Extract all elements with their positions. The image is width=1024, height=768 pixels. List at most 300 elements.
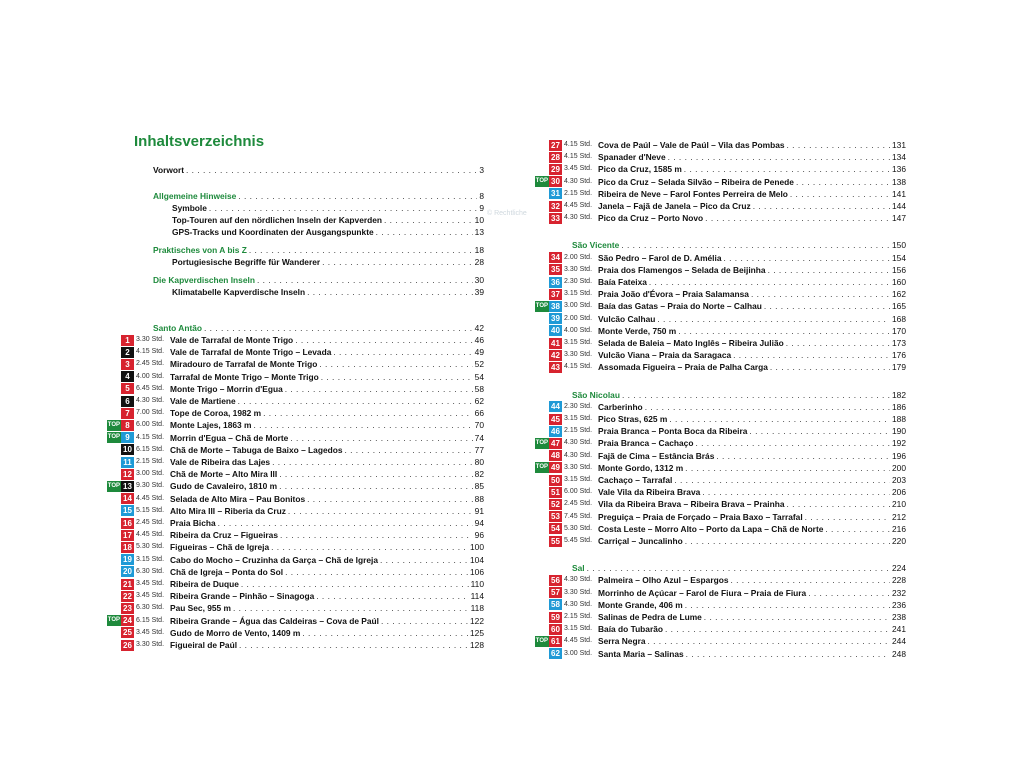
tour-entry[interactable] xyxy=(532,361,906,373)
leader-dots xyxy=(751,288,890,300)
tour-name: Carriçal – Juncalinho xyxy=(598,536,683,546)
tour-page: 136 xyxy=(892,164,906,175)
tour-entry[interactable] xyxy=(532,252,906,264)
tour-page: 212 xyxy=(892,511,906,522)
tour-name: Vulcão Calhau xyxy=(598,313,656,324)
tour-badges xyxy=(532,636,562,647)
leader-dots xyxy=(649,276,890,288)
tour-entry[interactable] xyxy=(104,590,484,602)
tour-page: 128 xyxy=(470,640,484,650)
tour-entry[interactable] xyxy=(104,578,484,590)
tour-name: Assomada Figueira – Praia de Palha Carga xyxy=(598,362,768,373)
tour-name: Praia dos Flamengos – Selada de Beijinha xyxy=(598,264,766,275)
tour-entry[interactable] xyxy=(532,635,906,647)
tour-page: 190 xyxy=(892,426,906,437)
tour-entry[interactable] xyxy=(532,200,906,212)
tour-page: 118 xyxy=(470,603,484,614)
tour-entry[interactable] xyxy=(104,602,484,614)
leader-dots xyxy=(796,176,890,188)
tour-page: 77 xyxy=(474,444,484,455)
toc-entry-page: 39 xyxy=(474,287,484,297)
tour-entry[interactable] xyxy=(532,401,906,413)
tour-duration: 4.00 Std. xyxy=(564,326,593,334)
tour-entry[interactable] xyxy=(532,139,906,151)
tour-number-badge: 6 xyxy=(121,396,134,407)
tour-badges xyxy=(104,335,134,346)
leader-dots xyxy=(668,151,890,163)
tour-number-badge: 33 xyxy=(549,213,562,224)
tour-entry[interactable] xyxy=(532,474,906,486)
tour-entry[interactable] xyxy=(532,535,906,547)
tour-badges xyxy=(532,599,562,610)
tour-page: 188 xyxy=(892,414,906,424)
toc-entry[interactable] xyxy=(172,256,484,268)
tour-entry[interactable] xyxy=(532,188,906,200)
leader-dots xyxy=(322,256,473,268)
tour-badges xyxy=(532,362,562,373)
tour-number-badge: 29 xyxy=(549,164,562,175)
tour-name: Chã de Igreja – Ponta do Sol xyxy=(170,566,284,577)
tour-name: Chã de Morte – Tabuga de Baixo – Lagedos xyxy=(170,444,343,455)
tour-page: 122 xyxy=(470,615,484,626)
tour-entry[interactable] xyxy=(104,383,484,395)
toc-entry[interactable] xyxy=(172,226,484,238)
tour-number-badge: 21 xyxy=(121,579,134,590)
tour-name: Vila da Ribeira Brava – Ribeira Brava – Prainha xyxy=(598,499,785,510)
tour-badges xyxy=(532,277,562,288)
tour-number-badge: 34 xyxy=(549,252,562,263)
leader-dots xyxy=(307,286,473,298)
toc-entry[interactable] xyxy=(153,164,484,176)
tour-number-badge: 42 xyxy=(549,350,562,361)
tour-number-badge: 7 xyxy=(121,408,134,419)
tour-number-badge: 17 xyxy=(121,530,134,541)
tour-name: Miradouro de Tarrafal de Monte Trigo xyxy=(170,359,318,370)
tour-number-badge: 40 xyxy=(549,325,562,336)
tour-duration: 2.15 Std. xyxy=(564,427,593,435)
leader-dots xyxy=(345,444,473,456)
tour-badges xyxy=(104,469,134,480)
toc-entry[interactable] xyxy=(153,322,484,334)
tour-entry[interactable] xyxy=(104,639,484,651)
tour-entry[interactable] xyxy=(532,300,906,312)
tour-page: 156 xyxy=(892,264,906,275)
tour-number-badge: 57 xyxy=(549,587,562,598)
tour-entry[interactable] xyxy=(104,444,484,456)
tour-duration: 4.30 Std. xyxy=(564,576,593,584)
tour-name: Gudo de Cavaleiro, 1810 m xyxy=(170,481,278,492)
tour-page: 62 xyxy=(474,396,484,406)
tour-badges xyxy=(532,587,562,598)
leader-dots xyxy=(825,523,890,535)
tour-number-badge: 32 xyxy=(549,201,562,212)
tour-entry[interactable] xyxy=(104,395,484,407)
tour-name: Ribeira de Neve – Farol Fontes Perreira de Melo xyxy=(598,188,788,199)
tour-entry[interactable] xyxy=(532,151,906,163)
toc-entry[interactable] xyxy=(153,274,484,286)
tour-page: 52 xyxy=(474,359,484,370)
tour-entry[interactable] xyxy=(532,212,906,224)
leader-dots xyxy=(321,371,473,383)
tour-duration: 5.15 Std. xyxy=(136,506,165,514)
tour-page: 82 xyxy=(474,469,484,480)
island-header[interactable] xyxy=(572,389,906,401)
top-tour-badge: TOP xyxy=(535,438,549,449)
tour-number-badge: 31 xyxy=(549,188,562,199)
leader-dots xyxy=(724,252,891,264)
tour-page: 85 xyxy=(474,481,484,492)
leader-dots xyxy=(290,432,472,444)
tour-duration: 4.30 Std. xyxy=(564,439,593,447)
tour-number-badge: 12 xyxy=(121,469,134,480)
leader-dots xyxy=(204,322,473,334)
tour-name: Pico Stras, 625 m xyxy=(598,414,668,424)
tour-entry[interactable] xyxy=(532,523,906,535)
island-name: São Vicente xyxy=(572,240,620,251)
leader-dots xyxy=(648,635,891,647)
tour-name: Costa Leste – Morro Alto – Porto da Lapa – Chã de Norte xyxy=(598,523,824,534)
tour-page: 74 xyxy=(474,432,484,443)
leader-dots xyxy=(657,313,890,325)
tour-page: 58 xyxy=(474,383,484,394)
tour-number-badge: 44 xyxy=(549,401,562,412)
toc-entry-page: 28 xyxy=(474,257,484,267)
tour-number-badge: 46 xyxy=(549,426,562,437)
tour-entry[interactable] xyxy=(532,313,906,325)
tour-entry[interactable] xyxy=(104,407,484,419)
tour-entry[interactable] xyxy=(104,529,484,541)
tour-badges xyxy=(104,347,134,358)
leader-dots xyxy=(280,529,473,541)
tour-number-badge: 14 xyxy=(121,493,134,504)
leader-dots xyxy=(238,190,477,202)
tour-number-badge: 59 xyxy=(549,612,562,623)
tour-entry[interactable] xyxy=(532,337,906,349)
tour-entry[interactable] xyxy=(532,587,906,599)
tour-entry[interactable] xyxy=(532,511,906,523)
tour-duration: 4.30 Std. xyxy=(564,600,593,608)
tour-name: Praia Bicha xyxy=(170,518,216,528)
tour-entry[interactable] xyxy=(104,371,484,383)
tour-duration: 6.00 Std. xyxy=(564,488,593,496)
leader-dots xyxy=(307,493,473,505)
tour-number-badge: 3 xyxy=(121,359,134,370)
tour-page: 80 xyxy=(474,457,484,467)
tour-name: Vale de Tarrafal de Monte Trigo xyxy=(170,335,294,345)
tour-badges xyxy=(532,462,562,473)
toc-entry[interactable] xyxy=(172,286,484,298)
tour-number-badge: 9 xyxy=(121,432,134,443)
tour-name: Morrinho de Açúcar – Farol de Fiura – Praia de Fiura xyxy=(598,587,807,598)
tour-duration: 4.45 Std. xyxy=(564,202,593,209)
tour-number-badge: 35 xyxy=(549,264,562,275)
tour-badges xyxy=(532,325,562,336)
top-tour-badge: TOP xyxy=(107,420,121,431)
tour-entry[interactable] xyxy=(532,462,906,474)
tour-duration: 4.45 Std. xyxy=(136,531,165,539)
toc-entry[interactable] xyxy=(172,214,484,226)
tour-name: Tope de Coroa, 1982 m xyxy=(170,408,262,419)
tour-entry[interactable] xyxy=(104,358,484,370)
tour-entry[interactable] xyxy=(532,648,906,660)
tour-number-badge: 13 xyxy=(121,481,134,492)
tour-name: Baía Fateixa xyxy=(598,277,647,287)
leader-dots xyxy=(249,244,473,256)
tour-name: Salinas de Pedra de Lume xyxy=(598,612,702,622)
tour-entry[interactable] xyxy=(104,493,484,505)
tour-name: Monte Grande, 406 m xyxy=(598,599,683,610)
tour-duration: 4.15 Std. xyxy=(136,433,165,441)
tour-duration: 6.45 Std. xyxy=(136,384,165,392)
tour-entry[interactable] xyxy=(104,419,484,431)
tour-entry[interactable] xyxy=(532,325,906,337)
tour-entry[interactable] xyxy=(104,456,484,468)
island-header[interactable] xyxy=(572,239,906,251)
tour-page: 125 xyxy=(470,627,484,638)
tour-entry[interactable] xyxy=(104,517,484,529)
tour-entry[interactable] xyxy=(104,468,484,480)
tour-duration: 6.30 Std. xyxy=(136,604,165,612)
tour-duration: 5.30 Std. xyxy=(564,524,593,532)
tour-name: Vale Vila da Ribeira Brava xyxy=(598,487,701,498)
tour-badges xyxy=(532,426,562,437)
tour-badges xyxy=(104,554,134,565)
tour-entry[interactable] xyxy=(532,450,906,462)
tour-name: Spanader d'Neve xyxy=(598,152,666,163)
tour-page: 196 xyxy=(892,450,906,461)
tour-entry[interactable] xyxy=(532,486,906,498)
top-tour-badge: TOP xyxy=(107,432,121,443)
tour-page: 94 xyxy=(474,518,484,528)
tour-duration: 3.45 Std. xyxy=(136,628,165,636)
tour-number-badge: 30 xyxy=(549,176,562,187)
tour-duration: 4.15 Std. xyxy=(564,141,593,148)
tour-page: 110 xyxy=(470,579,484,589)
leader-dots xyxy=(279,468,472,480)
toc-entry-label: Santo Antão xyxy=(153,323,203,333)
tour-name: Praia Branca – Cachaço xyxy=(598,438,694,449)
tour-badges xyxy=(532,536,562,547)
tour-badges xyxy=(532,188,562,199)
tour-duration: 4.00 Std. xyxy=(136,372,165,380)
tour-name: Monte Trigo – Morrin d'Egua xyxy=(170,383,283,394)
tour-badges xyxy=(104,579,134,590)
tour-name: Pico da Cruz – Selada Silvão – Ribeira de Penede xyxy=(598,176,794,187)
tour-page: 206 xyxy=(892,487,906,498)
tour-number-badge: 55 xyxy=(549,536,562,547)
tour-page: 162 xyxy=(892,289,906,300)
tour-entry[interactable] xyxy=(532,176,906,188)
tour-badges xyxy=(532,152,562,163)
tour-duration: 4.30 Std. xyxy=(136,397,165,404)
tour-badges xyxy=(532,140,562,151)
tour-badges xyxy=(104,542,134,553)
leader-dots xyxy=(686,648,890,660)
toc-entry-page: 30 xyxy=(474,275,484,285)
tour-page: 66 xyxy=(474,408,484,419)
tour-badges xyxy=(104,408,134,419)
tour-name: Cova de Paúl – Vale de Paúl – Vila das Pombas xyxy=(598,140,785,150)
tour-badges xyxy=(104,444,134,455)
tour-entry[interactable] xyxy=(532,349,906,361)
tour-number-badge: 45 xyxy=(549,414,562,425)
tour-page: 168 xyxy=(892,313,906,324)
tour-entry[interactable] xyxy=(532,264,906,276)
tour-entry[interactable] xyxy=(532,163,906,175)
tour-entry[interactable] xyxy=(532,623,906,635)
tour-entry[interactable] xyxy=(104,334,484,346)
tour-badges xyxy=(104,615,134,626)
tour-entry[interactable] xyxy=(104,627,484,639)
tour-name: Pico da Cruz – Porto Novo xyxy=(598,213,704,224)
tour-page: 106 xyxy=(470,566,484,577)
tour-badges xyxy=(532,201,562,212)
tour-entry[interactable] xyxy=(532,413,906,425)
tour-entry[interactable] xyxy=(104,554,484,566)
tour-name: Selada de Alto Mira – Pau Bonitos xyxy=(170,493,306,504)
toc-entry-label: Allgemeine Hinweise xyxy=(153,191,237,201)
leader-dots xyxy=(263,407,473,419)
tour-name: Janela – Fajã de Janela – Pico da Cruz xyxy=(598,201,751,211)
tour-page: 210 xyxy=(892,499,906,510)
leader-dots xyxy=(279,480,473,492)
tour-duration: 2.00 Std. xyxy=(564,314,593,322)
tour-number-badge: 11 xyxy=(121,457,134,468)
tour-page: 147 xyxy=(892,213,906,224)
tour-badges xyxy=(104,359,134,370)
tour-number-badge: 56 xyxy=(549,575,562,586)
toc-entry[interactable] xyxy=(153,190,484,202)
tour-entry[interactable] xyxy=(104,432,484,444)
tour-page: 91 xyxy=(474,505,484,516)
leader-dots xyxy=(621,239,890,251)
tour-badges xyxy=(104,371,134,382)
tour-page: 176 xyxy=(892,350,906,361)
tour-number-badge: 23 xyxy=(121,603,134,614)
tour-number-badge: 18 xyxy=(121,542,134,553)
tour-name: Chã de Morte – Alto Mira III xyxy=(170,469,278,480)
leader-dots xyxy=(684,163,890,175)
tour-badges xyxy=(532,164,562,175)
leader-dots xyxy=(790,188,890,200)
toc-entry[interactable] xyxy=(172,202,484,214)
tour-number-badge: 41 xyxy=(549,338,562,349)
tour-entry[interactable] xyxy=(532,276,906,288)
tour-badges xyxy=(532,523,562,534)
tour-entry[interactable] xyxy=(104,541,484,553)
tour-number-badge: 48 xyxy=(549,450,562,461)
tour-name: Ribeira da Cruz – Figueiras xyxy=(170,530,278,541)
tour-entry[interactable] xyxy=(532,437,906,449)
tour-name: Preguiça – Praia de Forçado – Praia Baxo – Tarrafal xyxy=(598,511,803,522)
island-header[interactable] xyxy=(572,562,906,574)
tour-name: Figueiral de Paúl xyxy=(170,640,238,650)
leader-dots xyxy=(238,395,473,407)
leader-dots xyxy=(674,474,890,486)
leader-dots xyxy=(218,517,473,529)
toc-entry-page: 42 xyxy=(474,323,484,333)
tour-number-badge: 50 xyxy=(549,475,562,486)
tour-duration: 3.30 Std. xyxy=(564,588,593,596)
toc-entry-page: 13 xyxy=(474,227,484,237)
tour-page: 203 xyxy=(892,475,906,485)
tour-entry[interactable] xyxy=(104,505,484,517)
tour-entry[interactable] xyxy=(532,288,906,300)
tour-badges xyxy=(104,505,134,516)
tour-badges xyxy=(532,350,562,361)
tour-entry[interactable] xyxy=(532,611,906,623)
island-page: 182 xyxy=(892,389,906,400)
tour-name: Ribeira Grande – Água das Caldeiras – Cova de Paúl xyxy=(170,615,379,626)
leader-dots xyxy=(271,541,468,553)
top-tour-badge: TOP xyxy=(535,462,549,473)
tour-page: 220 xyxy=(892,536,906,546)
tour-badges xyxy=(104,530,134,541)
tour-duration: 7.00 Std. xyxy=(136,409,165,417)
tour-badges xyxy=(532,252,562,263)
tour-name: Carberinho xyxy=(598,401,643,412)
tour-name: Monte Lajes, 1863 m xyxy=(170,420,252,431)
toc-entry-page: 3 xyxy=(479,165,484,175)
tour-name: Gudo de Morro de Vento, 1409 m xyxy=(170,627,301,638)
leader-dots xyxy=(380,554,468,566)
tour-entry[interactable] xyxy=(104,615,484,627)
leader-dots xyxy=(705,212,890,224)
tour-page: 244 xyxy=(892,636,906,647)
tour-entry[interactable] xyxy=(104,480,484,492)
tour-duration: 3.45 Std. xyxy=(136,580,165,587)
tour-duration: 3.15 Std. xyxy=(136,555,165,563)
toc-entry-label: Vorwort xyxy=(153,165,185,175)
tour-entry[interactable] xyxy=(532,425,906,437)
tour-entry[interactable] xyxy=(532,574,906,586)
tour-name: Baía do Tubarão xyxy=(598,624,663,635)
tour-badges xyxy=(532,624,562,635)
tour-name: Vulcão Viana – Praia da Saragaca xyxy=(598,350,732,361)
tour-duration: 2.15 Std. xyxy=(136,458,165,465)
tour-badges xyxy=(532,438,562,449)
tour-page: 165 xyxy=(892,301,906,312)
tour-badges xyxy=(104,493,134,504)
tour-number-badge: 58 xyxy=(549,599,562,610)
tour-page: 192 xyxy=(892,438,906,449)
tour-page: 160 xyxy=(892,277,906,287)
tour-name: Tarrafal de Monte Trigo – Monte Trigo xyxy=(170,371,319,382)
toc-entry-label: Symbole xyxy=(172,203,207,213)
island-page: 150 xyxy=(892,240,906,251)
leader-dots xyxy=(384,214,473,226)
tour-entry[interactable] xyxy=(104,346,484,358)
toc-entry[interactable] xyxy=(153,244,484,256)
tour-page: 228 xyxy=(892,575,906,586)
tour-entry[interactable] xyxy=(532,599,906,611)
tour-badges xyxy=(104,396,134,407)
tour-page: 216 xyxy=(892,523,906,534)
tour-entry[interactable] xyxy=(104,566,484,578)
tour-duration: 2.00 Std. xyxy=(564,253,593,261)
tour-badges xyxy=(532,648,562,659)
leader-dots xyxy=(233,602,469,614)
tour-page: 96 xyxy=(474,530,484,541)
tour-duration: 2.15 Std. xyxy=(564,189,593,197)
leader-dots xyxy=(209,202,477,214)
tour-badges xyxy=(532,289,562,300)
tour-number-badge: 2 xyxy=(121,347,134,358)
tour-duration: 5.30 Std. xyxy=(136,543,165,551)
tour-number-badge: 60 xyxy=(549,624,562,635)
tour-duration: 7.45 Std. xyxy=(564,512,593,520)
tour-entry[interactable] xyxy=(532,498,906,510)
